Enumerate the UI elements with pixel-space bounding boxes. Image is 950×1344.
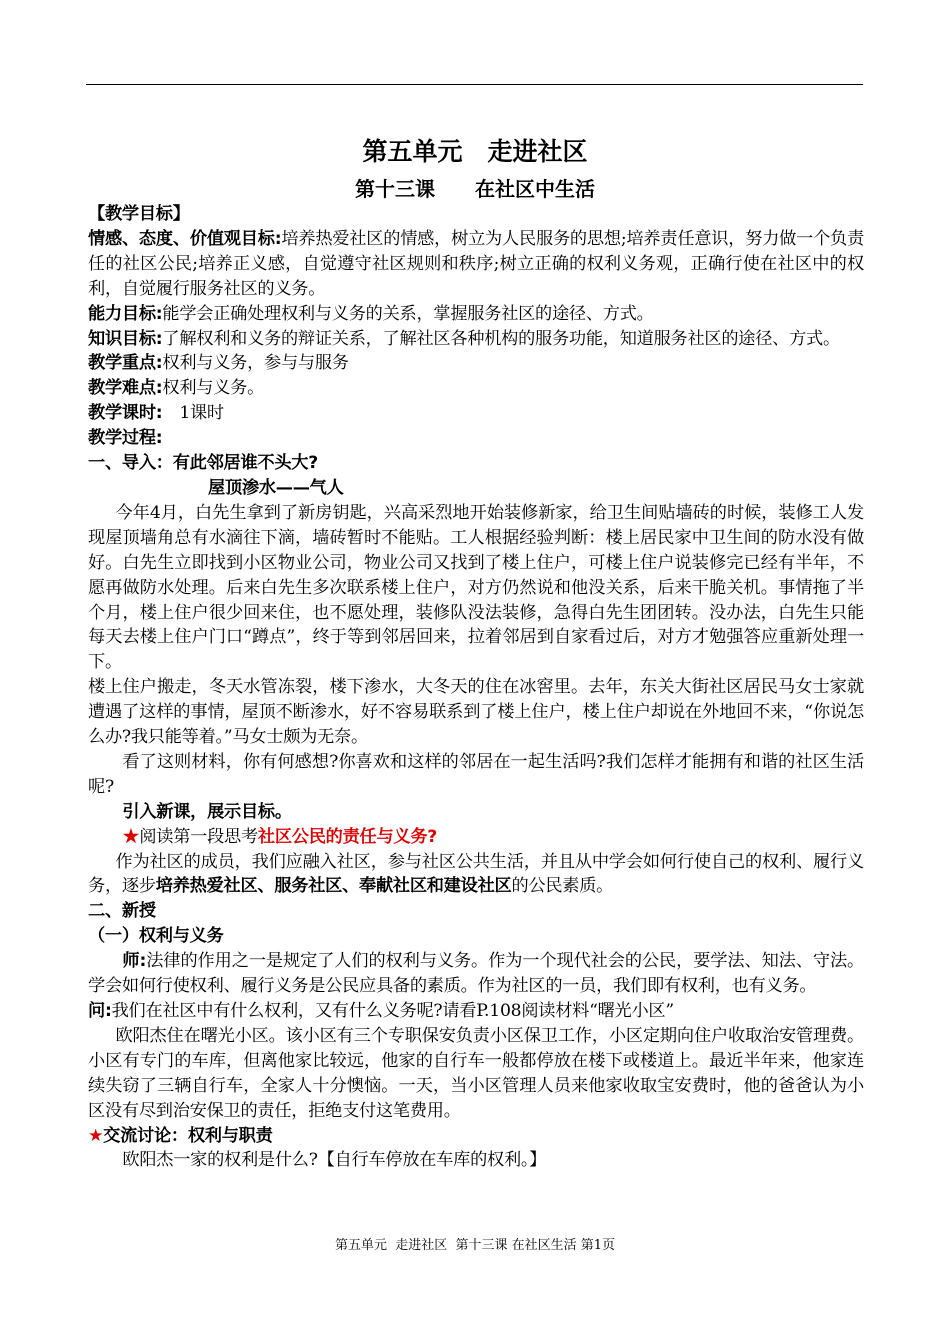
key-point-label: 教学重点: <box>88 353 163 374</box>
ask-label: 问: <box>88 1001 112 1021</box>
story-paragraph-1: 今年4月，白先生拿到了新房钥匙，兴高采烈地开始装修新家，给卫生间贴墙砖的时候，装修工人发现屋顶墙角总有水滴往下滴，墙砖暂时不能贴。工人根据经验判断：楼上居民家中卫生间的防水没有做好。白先生立即找到小区物业公司，物业公司又找到了楼上住户，可楼上住户说装修完已经有半年，不愿再做防水处理。后来白先生多次联系楼上住户，对方仍然说和他没关系，后来干脆关机。事情拖了半个月，楼上住户很少回来住，也不愿处理，装修队没法装修，急得白先生团团转。没办法，白先生只能每天去楼上住户门口“蹲点”，终于等到邻居回来，拉着邻居到自家看过后，对方才勉强答应重新处理一下。 <box>88 502 864 673</box>
member-text-end: 的公民素质。 <box>511 876 614 897</box>
member-emphasis: 培养热爱社区、服务社区、奉献社区和建设社区 <box>155 876 512 897</box>
difficulty-label: 教学难点: <box>88 378 163 399</box>
unit-title: 第五单元 走进社区 <box>362 137 588 166</box>
new-teach-heading: 二、新授 <box>88 901 156 922</box>
ouyang-paragraph: 欧阳杰住在曙光小区。该小区有三个专职保安负责小区保卫工作，小区定期向住户收取治安管理费。小区有专门的车库，但离他家比较远，他家的自行车一般都停放在楼下或楼道上。最近半年来，他家连续失窃了三辆自行车，全家人十分懊恼。一天，当小区管理人员来他家收取宝安费时，他的爸爸认为小区没有尽到治安保卫的责任，拒绝支付这笔费用。 <box>88 1025 864 1121</box>
goal-emotion-label: 情感、态度、价值观目标: <box>88 228 282 249</box>
document-body <box>88 202 864 1173</box>
hours-text: 1课时 <box>162 403 224 424</box>
goal-ability-text: 能学会正确处理权利与义务的关系，掌握服务社区的途径、方式。 <box>162 303 654 324</box>
goal-knowledge-label: 知识目标: <box>88 328 163 349</box>
star-icon: ★ <box>122 826 140 847</box>
teacher-paragraph <box>88 949 864 999</box>
discussion-text: 交流讨论：权利与职责 <box>103 1125 273 1146</box>
question-paragraph: 看了这则材料，你有何感想?你喜欢和这样的邻居在一起生活吗?我们怎样才能拥有和谐的社区生活呢? <box>88 751 864 797</box>
key-point <box>88 351 864 376</box>
process-heading: 教学过程: <box>88 428 163 449</box>
read-task-emphasis: 社区公民的责任与义务? <box>257 826 438 847</box>
discussion-heading <box>88 1124 864 1149</box>
member-text: 作为社区的成员，我们应融入社区，参与社区公共生活，并且从中学会如何行使自己的权利、履行义务，逐步 <box>88 851 864 897</box>
teacher-text: 法律的作用之一是规定了人们的权利与义务。作为一个现代社会的公民，要学法、知法、守法。学会如何行使权利、履行义务是公民应具备的素质。作为社区的一员，我们即有权利，也有义务。 <box>88 951 864 997</box>
read-task <box>88 825 864 850</box>
goals-heading: 【教学目标】 <box>88 204 190 224</box>
rights-question: 欧阳杰一家的权利是什么?【自行车停放在车库的权利。】 <box>122 1150 547 1171</box>
read-task-text: 阅读第一段思考 <box>139 826 258 847</box>
page-footer: 第五单元 走进社区 第十三课 在社区生活 第1页 <box>334 1238 616 1253</box>
teacher-label: 师: <box>122 951 147 972</box>
goal-ability-label: 能力目标: <box>88 303 163 324</box>
story-title: 屋顶渗水——气人 <box>208 477 344 498</box>
hours-label: 教学课时: <box>88 403 163 424</box>
star-icon: ★ <box>88 1125 104 1146</box>
goal-knowledge-text: 了解权利和义务的辩证关系，了解社区各种机构的服务功能，知道服务社区的途径、方式。 <box>162 328 840 349</box>
subsection-heading: （一）权利与义务 <box>88 926 224 947</box>
ask-paragraph <box>88 999 864 1024</box>
goal-knowledge <box>88 327 864 352</box>
lesson-title: 第十三课 在社区中生活 <box>355 177 595 201</box>
header-rule <box>86 84 863 85</box>
difficulty <box>88 376 864 401</box>
ask-text: 我们在社区中有什么权利，又有什么义务呢?请看P.108阅读材料“曙光小区” <box>111 1001 674 1021</box>
key-point-text: 权利与义务，参与与服务 <box>162 353 349 374</box>
member-paragraph <box>88 850 864 900</box>
intro-heading: 一、导入：有此邻居谁不头大? <box>88 453 318 474</box>
new-lesson-line: 引入新课，展示目标。 <box>122 801 292 822</box>
goal-emotion <box>88 227 864 302</box>
difficulty-text: 权利与义务。 <box>162 378 265 399</box>
goal-emotion-text: 培养热爱社区的情感，树立为人民服务的思想;培养责任意识，努力做一个负责任的社区公民;培养正义感，自觉遵守社区规则和秩序;树立正确的权利义务观，正确行使在社区中的权利，自觉履行服务社区的义务。 <box>88 228 865 299</box>
story-paragraph-2: 楼上住户搬走，冬天水管冻裂，楼下渗水，大冬天的住在冰窖里。去年，东关大街社区居民马女士家就遭遇了这样的事情，屋顶不断渗水，好不容易联系到了楼上住户，楼上住户却说在外地回不来，“你说怎么办?我只能等着。”马女士颇为无奈。 <box>88 677 864 748</box>
goal-ability <box>88 302 864 327</box>
hours <box>88 401 864 426</box>
